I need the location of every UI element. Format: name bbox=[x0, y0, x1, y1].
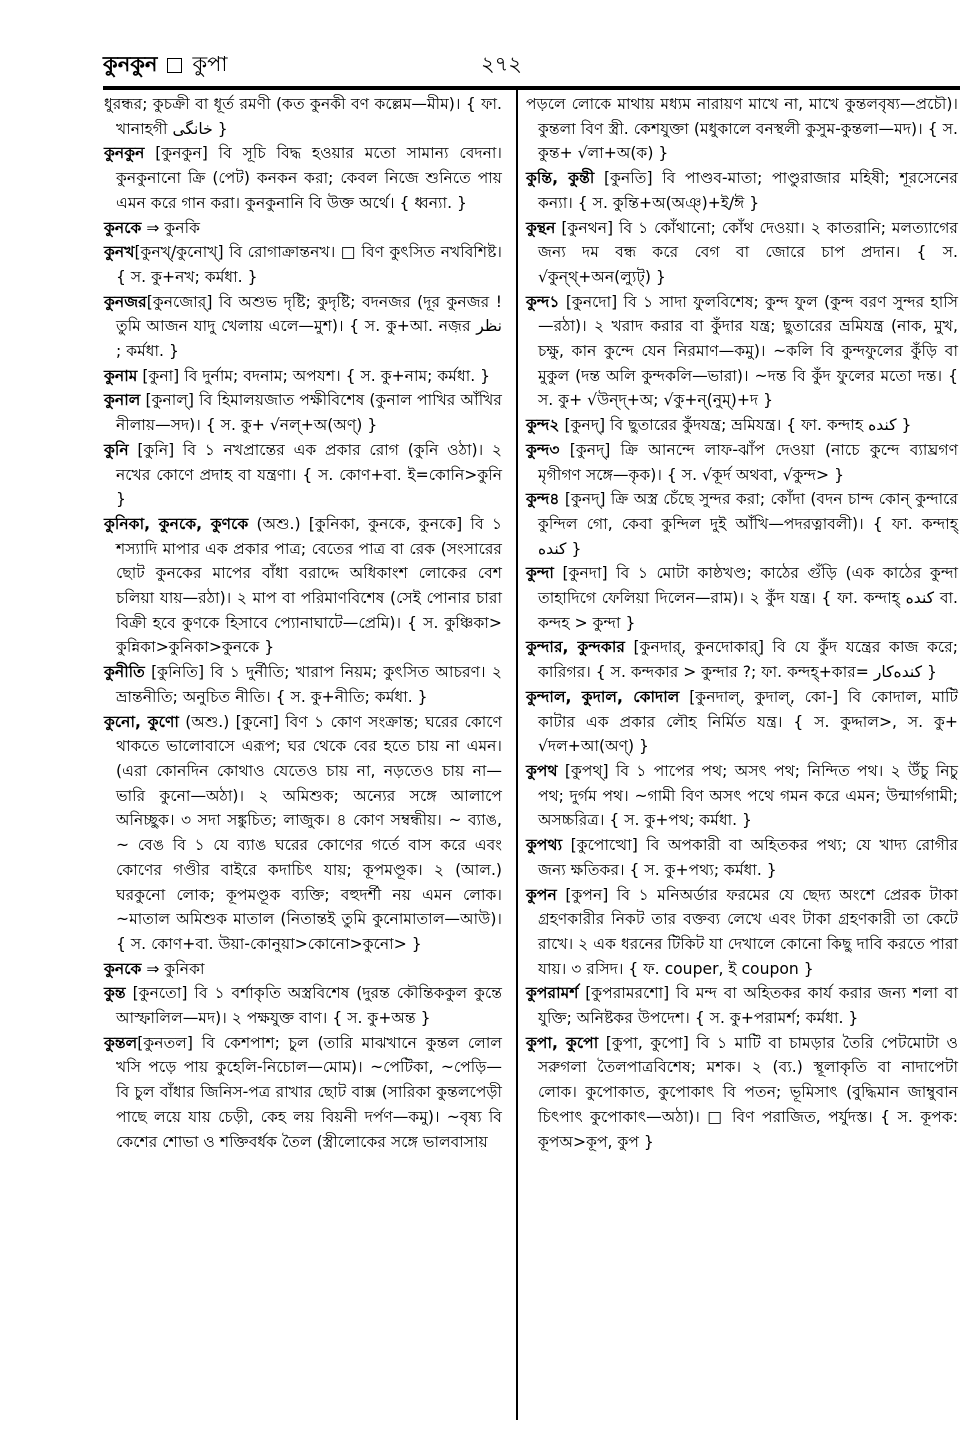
left-column bbox=[104, 92, 502, 1154]
entry-definition: [কুনজোর্] বি অশুভ দৃষ্টি; কুদৃষ্টি; বদনজর (দূর কুনজর ! তুমি আজন যাদু খেলায় এলে—মুশ)। { স. কু+আ. নজ়র نظر ; কর্মধা. } bbox=[116, 292, 502, 361]
dictionary-entry bbox=[526, 1031, 958, 1155]
entry-definition: (অশু.) [কুনিকা, কুনকে, কুনকে] বি ১ শস্যাদি মাপার এক প্রকার পাত্র; বেতের পাত্র বা রেক (সংসারের ছোট কুনকের মাপের বাঁধা বরাদ্দে অধিকাংশ লোকের বেশ চলিয়া যায়—রঠা)। ২ মাপ বা পরিমাণবিশেষ (সেই পোনার চারা বিক্রী হবে কুণকে হিসাবে প্যোনাঘাটে—প্রেমি)। { স. কুঞ্চিকা> কুন্নিকা>কুনিকা>কুনকে } bbox=[116, 514, 502, 657]
dictionary-entry bbox=[526, 759, 958, 833]
dictionary-entry bbox=[104, 141, 502, 215]
entry-headword: কুন্দ২ bbox=[526, 416, 560, 435]
dictionary-entry bbox=[104, 957, 502, 982]
entry-definition: [কুপোত্থো] বি অপকারী বা অহিতকর পথ্য; যে খাদ্য রোগীর জন্য ক্ষতিকর। { স. কু+পথ্য; কর্মধা. } bbox=[538, 836, 958, 879]
entry-definition: [কুপন] বি ১ মনিঅর্ডার ফরমের যে ছেদ্য অংশে প্রেরক টাকা গ্রহণকারীর নিকট তার বক্তব্য লেখে এবং টাকা গ্রহণকারী তা কেটে রাখে। ২ এক ধরনের টিকিট যা দেখালে কোনো কিছু দাবি করতে পারা যায়। ৩ রসিদ। { ফ. couper, ই coupon } bbox=[538, 885, 958, 978]
entry-headword: কুন্দ১ bbox=[526, 292, 560, 311]
right-column bbox=[526, 92, 958, 1154]
entry-definition: [কুনি] বি ১ নখপ্রান্তের এক প্রকার রোগ (কুনি ওঠা)। ২ নখের কোণে প্রদাহ বা যন্ত্রণা। { স. কোণ+বা. ই=কোনি>কুনি } bbox=[116, 440, 502, 509]
entry-definition: [কুনকুন] বি সূচি বিদ্ধ হওয়ার মতো সামান্য বেদনা। কুনকুনানো ক্রি (পেট) কনকন করা; কেবল নিজে শুনিতে পায় এমন করে গান করা। কুনকুনানি বি উক্ত অর্থে। { ধ্বন্যা. } bbox=[116, 144, 502, 212]
dictionary-entry bbox=[526, 438, 958, 487]
entry-headword: কুনাল bbox=[104, 391, 141, 410]
guide-words bbox=[103, 48, 228, 83]
dictionary-entry bbox=[526, 981, 958, 1030]
entry-definition: ⇒ কুনকি bbox=[141, 218, 200, 237]
running-header bbox=[103, 48, 960, 88]
dictionary-entry bbox=[526, 883, 958, 982]
entry-headword: কুপথ্য bbox=[526, 836, 563, 855]
entry-continuation: পড়লে লোকে মাথায় মধ্যম নারায়ণ মাখে না, মাখে কুন্তলবৃষ্য—প্রচৌ)। কুন্তলা বিণ স্ত্রী. কেশযুক্তা (মধুকালে বনস্থলী কুসুম-কুন্তলা—মদ)। { স. কুন্ত+ √লা+অ(ক) } bbox=[526, 95, 958, 163]
entry-headword: কুন্তি, কুন্তী bbox=[526, 169, 595, 188]
dictionary-entry bbox=[526, 635, 958, 684]
dictionary-entry bbox=[104, 290, 502, 364]
entry-headword: কুনি bbox=[104, 440, 129, 459]
entry-headword: কুন্দার, কুন্দকার bbox=[526, 638, 625, 657]
entry-definition: (অশু.) [কুনো] বিণ ১ কোণ সংক্রান্ত; ঘরের কোণে থাকতে ভালোবাসে এরূপ; ঘর থেকে বের হতে চায় না এমন। (এরা কোনদিন কোথাও যেতেও চায় না, নড়তেও চায় না—ভারি কুনো—অঠা)। ২ অমিশুক; অন্যের সঙ্গে আলাপে অনিচ্ছুক। ৩ সদা সঙ্কুচিত; লাজুক। ৪ কোণ সম্বন্ধীয়। ~ ব্যাঙ, ~ বেঙ বি ১ যে ব্যাঙ ঘরের কোণের গর্তে বাস করে এবং কোণের গণ্ডীর বাইরে কদাচিৎ যায়; কূপমণ্ডূক। ২ (আল.) ঘরকুনো লোক; কূপমণ্ডূক ব্যক্তি; বহুদর্শী নয় এমন লোক। ~মাতাল অমিশুক মাতাল (নিতান্তই তুমি কুনোমাতাল—আউ)। { স. কোণ+বা. উয়া-কোনুয়া>কোনো>কুনো> } bbox=[116, 712, 502, 953]
entry-headword: কুনীতি bbox=[104, 663, 145, 682]
entry-definition: [কুনদ্] ক্রি অস্ত্র চেঁছে সুন্দর করা; কোঁদা (বদন চান্দ কোন্ কুন্দারে কুন্দিল গো, কেবা কুন্দিল দুই আঁখি—পদরত্নাবলী)। { ফা. কন্দাহ্ کنده } bbox=[538, 490, 958, 558]
entry-definition: [কুনদা] বি ১ মোটা কাষ্ঠখণ্ড; কাঠের গুঁড়ি (এক কাঠের কুন্দা তাহাদিগে ফেলিয়া দিলেন—রাম)। ২ কুঁদ যন্ত্র। { ফা. কন্দাহ্ کنده বা. কন্দহ > কুন্দা } bbox=[538, 564, 958, 632]
entry-definition: [কুনদো] বি ১ সাদা ফুলবিশেষ; কুন্দ ফুল (কুন্দ বরণ সুন্দর হাসি—রঠা)। ২ খরাদ করার বা কুঁদার যন্ত্র; ছুতারের ভ্রমিযন্ত্র (নাক, মুখ, চক্ষু, কান কুন্দে যেন নিরমাণ—কমু)। ~কলি বি কুন্দফুলের কুঁড়ি বা মুকুল (দন্ত অলি কুন্দকলি—ভারা)। ~দন্ত বি কুঁদ ফুলের মতো দন্ত। { স. কু+ √উন্দ্+অ; √কু+ন্(নুম্)+দ } bbox=[538, 292, 958, 410]
dictionary-entry bbox=[104, 364, 502, 389]
entry-headword: কুন্দ৪ bbox=[526, 490, 560, 509]
entry-definition: [কুনদাল্, কুদাল্, কো-] বি কোদাল, মাটি কাটার এক প্রকার লৌহ নির্মিত যন্ত্র। { স. কুদ্দাল>, স. কু+ √দল+আ(অণ্) } bbox=[538, 687, 958, 756]
square-separator-icon bbox=[167, 58, 182, 73]
entry-headword: কুন্তল bbox=[104, 1033, 138, 1052]
dictionary-entry bbox=[526, 561, 958, 635]
dictionary-entry bbox=[104, 438, 502, 512]
entry-definition: [কুনথন] বি ১ কোঁথানো; কোঁথ দেওয়া। ২ কাতরানি; মলত্যাগের জন্য দম বন্ধ করে বেগ বা জোরে চাপ প্রদান। { স. √কুন্থ্+অন(ল্যুট্) } bbox=[538, 218, 958, 286]
dictionary-entry bbox=[526, 166, 958, 215]
entry-headword: কুনকে bbox=[104, 218, 142, 237]
entry-definition: [কুনদার্, কুনদোকার্] বি যে কুঁদ যন্ত্রের কাজ করে; কারিগর। { স. কন্দকার > কুন্দার ?; ফা. কন্দহ্+কার= کنده‌کار } bbox=[538, 638, 959, 682]
entry-definition: [কুনিতি] বি ১ দুর্নীতি; খারাপ নিয়ম; কুৎসিত আচরণ। ২ ভ্রান্তনীতি; অনুচিত নীতি। { স. কু+নীতি; কর্মধা. } bbox=[116, 663, 502, 706]
entry-headword: কুনজর bbox=[104, 292, 147, 311]
entry-headword: কুন্ত bbox=[104, 984, 126, 1003]
guide-word-first: কুনকুন bbox=[103, 52, 158, 76]
entry-definition: ⇒ কুনিকা bbox=[141, 959, 205, 978]
dictionary-entry bbox=[526, 487, 958, 561]
entry-headword: কুনো, কুণো bbox=[104, 712, 179, 731]
dictionary-entry bbox=[526, 92, 958, 166]
entry-headword: কুন্দা bbox=[526, 564, 554, 583]
entry-definition: [কুনতি] বি পাণ্ডব-মাতা; পাণ্ডুরাজার মহিষী; শূরসেনের কন্যা। { স. কুন্তি+অ(অঞ্)+ই/ঈ } bbox=[538, 169, 958, 212]
entry-definition: [কুনাল্] বি হিমালয়জাত পক্ষীবিশেষ (কুনাল পাখির আঁখির নীলায়—সদ)। { স. কু+ √নল্+অ(অণ্) } bbox=[116, 391, 502, 435]
column-divider bbox=[516, 90, 518, 1420]
entry-definition: [কুনদ্] ক্রি আনন্দে লাফ-ঝাঁপ দেওয়া (নাচে কুন্দে ব্যাঘ্রগণ মৃগীগণ সঙ্গে—কৃক)। { স. √কূর্দ অথবা, √কুন্দ> } bbox=[538, 440, 958, 484]
entry-headword: কুনখ bbox=[104, 243, 135, 262]
dictionary-entry bbox=[104, 92, 502, 141]
entry-definition: [কুনা] বি দুর্নাম; বদনাম; অপযশ। { স. কু+নাম; কর্মধা. } bbox=[137, 366, 491, 385]
entry-definition: [কুপরামরশো] বি মন্দ বা অহিতকর কার্য করার জন্য শলা বা যুক্তি; অনিষ্টকর উপদেশ। { স. কু+পরামর্শ; কর্মধা. } bbox=[538, 984, 958, 1028]
entry-headword: কুপন bbox=[526, 885, 557, 904]
entry-continuation: ধুরন্ধর; কুচক্রী বা ধূর্ত রমণী (কত কুনকী বণ কল্লেম—মীম)। { ফা. খানাহগী خانگی } bbox=[104, 95, 502, 138]
dictionary-entry bbox=[104, 216, 502, 241]
entry-headword: কুপা, কুপো bbox=[526, 1033, 599, 1052]
page-number: ২৭২ bbox=[481, 52, 522, 76]
entry-headword: কুন্দাল, কুদাল, কোদাল bbox=[526, 687, 680, 706]
dictionary-entry bbox=[104, 388, 502, 437]
dictionary-entry bbox=[104, 512, 502, 660]
dictionary-entry bbox=[526, 413, 958, 438]
entry-definition: [কুনতো] বি ১ বর্শাকৃতি অস্ত্রবিশেষ (দুরন্ত কৌন্তিককুল কুন্তে আস্ফালিল—মদ)। ২ পক্ষযুক্ত বাণ। { স. কু+অন্ত } bbox=[116, 984, 502, 1028]
entry-headword: কুনকুন bbox=[104, 144, 145, 163]
entry-definition: [কুপা, কুপো] বি ১ মাটি বা চামড়ার তৈরি পেটমোটা ও সরুগলা তৈলপাত্রবিশেষ; মশক। ২ (ব্য.) স্থূলাকৃতি বা নাদাপেটা লোক। কুপোকাত, কুপোকাৎ বি পতন; ভূমিসাৎ (বুদ্ধিমান জাম্বুবান চিৎপাৎ কুপোকাৎ—অঠা)। □ বিণ পরাজিত, পর্যুদস্ত। { স. কূপক: কূপঅ>কূপ, কুপ } bbox=[538, 1033, 958, 1151]
dictionary-entry bbox=[526, 216, 958, 290]
entry-headword: কুনকে bbox=[104, 959, 142, 978]
entry-headword: কুনাম bbox=[104, 366, 138, 385]
dictionary-entry bbox=[526, 833, 958, 882]
entry-headword: কুপরামর্শ bbox=[526, 984, 579, 1003]
dictionary-entry bbox=[104, 660, 502, 709]
entry-headword: কুন্থন bbox=[526, 218, 556, 237]
entry-headword: কুন্দ৩ bbox=[526, 440, 560, 459]
header-rule bbox=[103, 86, 960, 90]
dictionary-entry bbox=[526, 290, 958, 414]
entry-headword: কুনিকা, কুনকে, কুণকে bbox=[104, 514, 249, 533]
guide-word-last: কুপা bbox=[192, 52, 228, 76]
entry-headword: কুপথ bbox=[526, 761, 558, 780]
dictionary-entry bbox=[526, 685, 958, 759]
entry-definition: [কুনখ্/কুনোখ্] বি রোগাক্রান্তনখ। □ বিণ কুৎসিত নখবিশিষ্ট। { স. কু+নখ; কর্মধা. } bbox=[116, 243, 502, 286]
dictionary-entry bbox=[104, 981, 502, 1030]
entry-definition: [কুনদ্] বি ছুতারের কুঁদযন্ত্র; ভ্রমিযন্ত্র। { ফা. কন্দাহ کنده } bbox=[559, 416, 912, 435]
entry-definition: [কুনতল] বি কেশপাশ; চুল (তারি মাঝখানে কুন্তল লোল খসি পড়ে পায় কুহেলি-নিচোল—মোম)। ~পেটিকা, ~পেড়ি—বি চুল বাঁধার জিনিস-পত্র রাখার ছোট বাক্স (সারিকা কুন্তলপেড়ী পাছে লয়ে যায় চেড়ী, কেহ লয় বিয়নী দর্পণ—কমু)। ~বৃষ্য বি কেশের শোভা ও শক্তিবর্ধক তৈল (স্ত্রীলোকের সঙ্গে ভালবাসায় bbox=[116, 1033, 502, 1151]
entry-definition: [কুপথ্] বি ১ পাপের পথ; অসৎ পথ; নিন্দিত পথ। ২ উঁচু নিচু পথ; দুর্গম পথ। ~গামী বিণ অসৎ পথে গমন করে এমন; উন্মার্গগামী; অসচ্চরিত্র। { স. কু+পথ; কর্মধা. } bbox=[538, 761, 958, 830]
dictionary-entry bbox=[104, 1031, 502, 1155]
dictionary-entry bbox=[104, 240, 502, 289]
dictionary-entry bbox=[104, 710, 502, 957]
